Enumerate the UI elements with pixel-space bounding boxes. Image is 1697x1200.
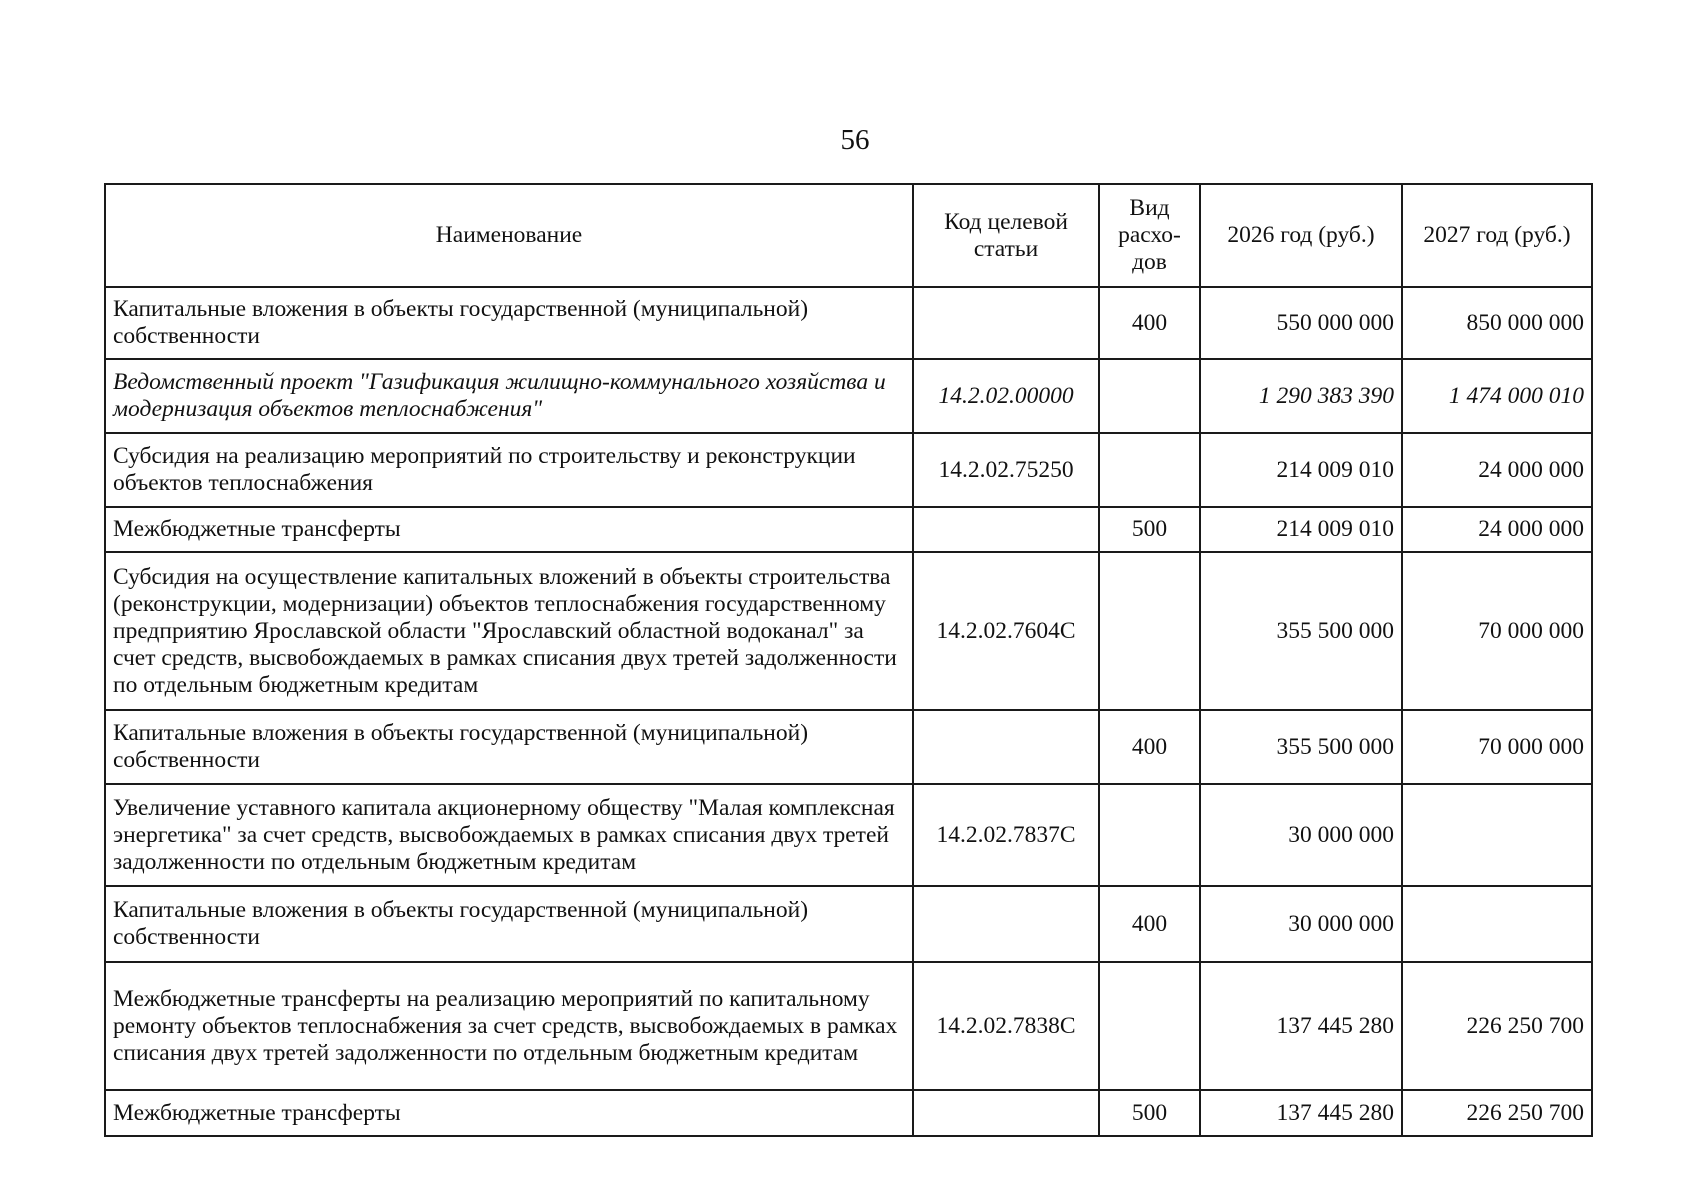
header-code: Код целевой статьи	[913, 184, 1099, 287]
cell-name: Субсидия на осуществление капитальных вложений в объекты строительства (реконструкции, модернизации) объектов теплоснабжения государственному предприятию Ярославской области "Ярославский областной водоканал" за счет средств, высвобождаемых в рамках списания двух третей задолженности по отдельным бюджетным кредитам	[105, 552, 913, 710]
cell-type	[1099, 784, 1200, 886]
cell-2026: 30 000 000	[1200, 784, 1402, 886]
cell-code	[913, 710, 1099, 784]
cell-2026: 1 290 383 390	[1200, 359, 1402, 433]
cell-type	[1099, 962, 1200, 1090]
cell-2026: 30 000 000	[1200, 886, 1402, 962]
cell-2026: 355 500 000	[1200, 552, 1402, 710]
table-row	[105, 710, 1592, 784]
cell-type: 500	[1099, 507, 1200, 552]
cell-name: Капитальные вложения в объекты государственной (муниципальной) собственности	[105, 886, 913, 962]
cell-2027	[1402, 784, 1592, 886]
cell-code: 14.2.02.75250	[913, 433, 1099, 507]
table-row	[105, 1090, 1592, 1136]
cell-code	[913, 287, 1099, 359]
cell-2027: 850 000 000	[1402, 287, 1592, 359]
table-body	[105, 287, 1592, 1136]
cell-2027: 24 000 000	[1402, 433, 1592, 507]
header-type: Вид расхо-дов	[1099, 184, 1200, 287]
budget-table	[104, 183, 1593, 1137]
cell-code: 14.2.02.00000	[913, 359, 1099, 433]
table-row	[105, 886, 1592, 962]
header-2026: 2026 год (руб.)	[1200, 184, 1402, 287]
cell-code: 14.2.02.7838С	[913, 962, 1099, 1090]
cell-type	[1099, 359, 1200, 433]
cell-name: Межбюджетные трансферты	[105, 1090, 913, 1136]
table-row	[105, 784, 1592, 886]
cell-name: Межбюджетные трансферты на реализацию мероприятий по капитальному ремонту объектов теплоснабжения за счет средств, высвобождаемых в рамках списания двух третей задолженности по отдельным бюджетным кредитам	[105, 962, 913, 1090]
table-row	[105, 507, 1592, 552]
cell-2027	[1402, 886, 1592, 962]
table-header-row	[105, 184, 1592, 287]
cell-code: 14.2.02.7604С	[913, 552, 1099, 710]
cell-name: Ведомственный проект "Газификация жилищно-коммунального хозяйства и модернизация объектов теплоснабжения"	[105, 359, 913, 433]
table-row	[105, 287, 1592, 359]
cell-2027: 226 250 700	[1402, 962, 1592, 1090]
cell-type: 500	[1099, 1090, 1200, 1136]
cell-code: 14.2.02.7837С	[913, 784, 1099, 886]
header-2027: 2027 год (руб.)	[1402, 184, 1592, 287]
cell-code	[913, 1090, 1099, 1136]
cell-2027: 24 000 000	[1402, 507, 1592, 552]
cell-2026: 550 000 000	[1200, 287, 1402, 359]
cell-2026: 214 009 010	[1200, 507, 1402, 552]
cell-2027: 70 000 000	[1402, 552, 1592, 710]
cell-2026: 137 445 280	[1200, 1090, 1402, 1136]
cell-type: 400	[1099, 886, 1200, 962]
page-number: 56	[840, 124, 870, 156]
cell-type	[1099, 552, 1200, 710]
cell-name: Капитальные вложения в объекты государственной (муниципальной) собственности	[105, 287, 913, 359]
cell-type: 400	[1099, 710, 1200, 784]
cell-name: Межбюджетные трансферты	[105, 507, 913, 552]
cell-type	[1099, 433, 1200, 507]
cell-name: Субсидия на реализацию мероприятий по строительству и реконструкции объектов теплоснабжения	[105, 433, 913, 507]
cell-code	[913, 507, 1099, 552]
cell-2026: 137 445 280	[1200, 962, 1402, 1090]
cell-2027: 70 000 000	[1402, 710, 1592, 784]
table-row	[105, 359, 1592, 433]
cell-name: Увеличение уставного капитала акционерному обществу "Малая комплексная энергетика" за счет средств, высвобождаемых в рамках списания двух третей задолженности по отдельным бюджетным кредитам	[105, 784, 913, 886]
cell-code	[913, 886, 1099, 962]
cell-2026: 355 500 000	[1200, 710, 1402, 784]
cell-2027: 1 474 000 010	[1402, 359, 1592, 433]
table-row	[105, 433, 1592, 507]
table-row	[105, 962, 1592, 1090]
cell-2027: 226 250 700	[1402, 1090, 1592, 1136]
header-name: Наименование	[105, 184, 913, 287]
table-row	[105, 552, 1592, 710]
cell-2026: 214 009 010	[1200, 433, 1402, 507]
cell-type: 400	[1099, 287, 1200, 359]
cell-name: Капитальные вложения в объекты государственной (муниципальной) собственности	[105, 710, 913, 784]
